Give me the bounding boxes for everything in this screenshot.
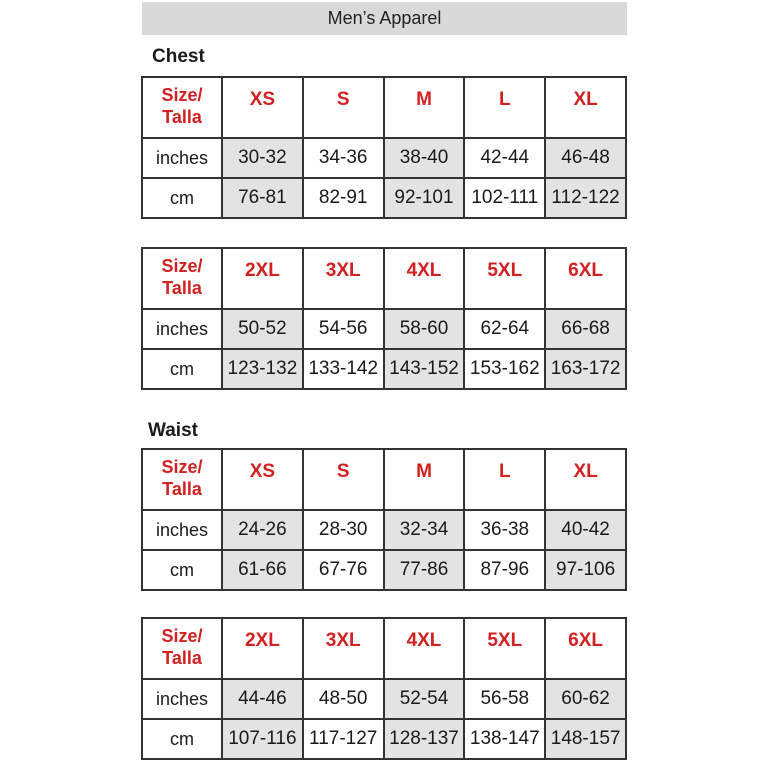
value-cell: 77-86 (384, 550, 465, 590)
value-cell: 123-132 (222, 349, 303, 389)
value-cell: 52-54 (384, 679, 465, 719)
inches-label: inches (142, 138, 222, 178)
waist-size-table-1 (141, 448, 627, 591)
value-cell: 128-137 (384, 719, 465, 759)
value-cell: 97-106 (545, 550, 626, 590)
section-title-waist: Waist (148, 420, 198, 441)
value-cell: 82-91 (303, 178, 384, 218)
inches-row (142, 510, 626, 550)
size-talla-label: Size/ Talla (142, 77, 222, 138)
inches-row (142, 679, 626, 719)
size-header-row (142, 248, 626, 309)
cm-row (142, 550, 626, 590)
chest-size-table-2 (141, 247, 627, 390)
value-cell: 112-122 (545, 178, 626, 218)
inches-row (142, 138, 626, 178)
value-cell: 138-147 (464, 719, 545, 759)
size-cell: 4XL (384, 248, 465, 309)
size-cell: 5XL (464, 618, 545, 679)
value-cell: 66-68 (545, 309, 626, 349)
value-cell: 28-30 (303, 510, 384, 550)
size-header-row (142, 449, 626, 510)
value-cell: 62-64 (464, 309, 545, 349)
size-talla-label: Size/ Talla (142, 248, 222, 309)
value-cell: 61-66 (222, 550, 303, 590)
size-cell: L (464, 77, 545, 138)
value-cell: 34-36 (303, 138, 384, 178)
value-cell: 67-76 (303, 550, 384, 590)
size-cell: 3XL (303, 248, 384, 309)
size-cell: 6XL (545, 248, 626, 309)
size-cell: XS (222, 449, 303, 510)
value-cell: 153-162 (464, 349, 545, 389)
value-cell: 56-58 (464, 679, 545, 719)
cm-label: cm (142, 719, 222, 759)
size-cell: 5XL (464, 248, 545, 309)
value-cell: 58-60 (384, 309, 465, 349)
cm-label: cm (142, 178, 222, 218)
cm-row (142, 349, 626, 389)
value-cell: 38-40 (384, 138, 465, 178)
value-cell: 148-157 (545, 719, 626, 759)
size-cell: XL (545, 449, 626, 510)
value-cell: 60-62 (545, 679, 626, 719)
value-cell: 143-152 (384, 349, 465, 389)
value-cell: 87-96 (464, 550, 545, 590)
page-banner: Men’s Apparel (142, 2, 627, 35)
size-cell: S (303, 449, 384, 510)
value-cell: 48-50 (303, 679, 384, 719)
inches-label: inches (142, 679, 222, 719)
cm-label: cm (142, 349, 222, 389)
size-cell: S (303, 77, 384, 138)
inches-row (142, 309, 626, 349)
size-cell: L (464, 449, 545, 510)
size-cell: XL (545, 77, 626, 138)
size-header-row (142, 77, 626, 138)
value-cell: 133-142 (303, 349, 384, 389)
size-header-row (142, 618, 626, 679)
value-cell: 36-38 (464, 510, 545, 550)
value-cell: 30-32 (222, 138, 303, 178)
chest-size-table-1 (141, 76, 627, 219)
value-cell: 40-42 (545, 510, 626, 550)
value-cell: 163-172 (545, 349, 626, 389)
cm-row (142, 178, 626, 218)
inches-label: inches (142, 510, 222, 550)
size-cell: 4XL (384, 618, 465, 679)
size-cell: 3XL (303, 618, 384, 679)
size-cell: XS (222, 77, 303, 138)
value-cell: 32-34 (384, 510, 465, 550)
value-cell: 117-127 (303, 719, 384, 759)
cm-label: cm (142, 550, 222, 590)
value-cell: 54-56 (303, 309, 384, 349)
size-cell: 2XL (222, 618, 303, 679)
value-cell: 102-111 (464, 178, 545, 218)
value-cell: 92-101 (384, 178, 465, 218)
size-cell: M (384, 449, 465, 510)
value-cell: 76-81 (222, 178, 303, 218)
size-talla-label: Size/ Talla (142, 618, 222, 679)
value-cell: 44-46 (222, 679, 303, 719)
value-cell: 24-26 (222, 510, 303, 550)
waist-size-table-2 (141, 617, 627, 760)
size-talla-label: Size/ Talla (142, 449, 222, 510)
size-cell: 2XL (222, 248, 303, 309)
value-cell: 50-52 (222, 309, 303, 349)
size-cell: 6XL (545, 618, 626, 679)
value-cell: 46-48 (545, 138, 626, 178)
section-title-chest: Chest (152, 46, 205, 67)
value-cell: 107-116 (222, 719, 303, 759)
size-cell: M (384, 77, 465, 138)
cm-row (142, 719, 626, 759)
inches-label: inches (142, 309, 222, 349)
value-cell: 42-44 (464, 138, 545, 178)
